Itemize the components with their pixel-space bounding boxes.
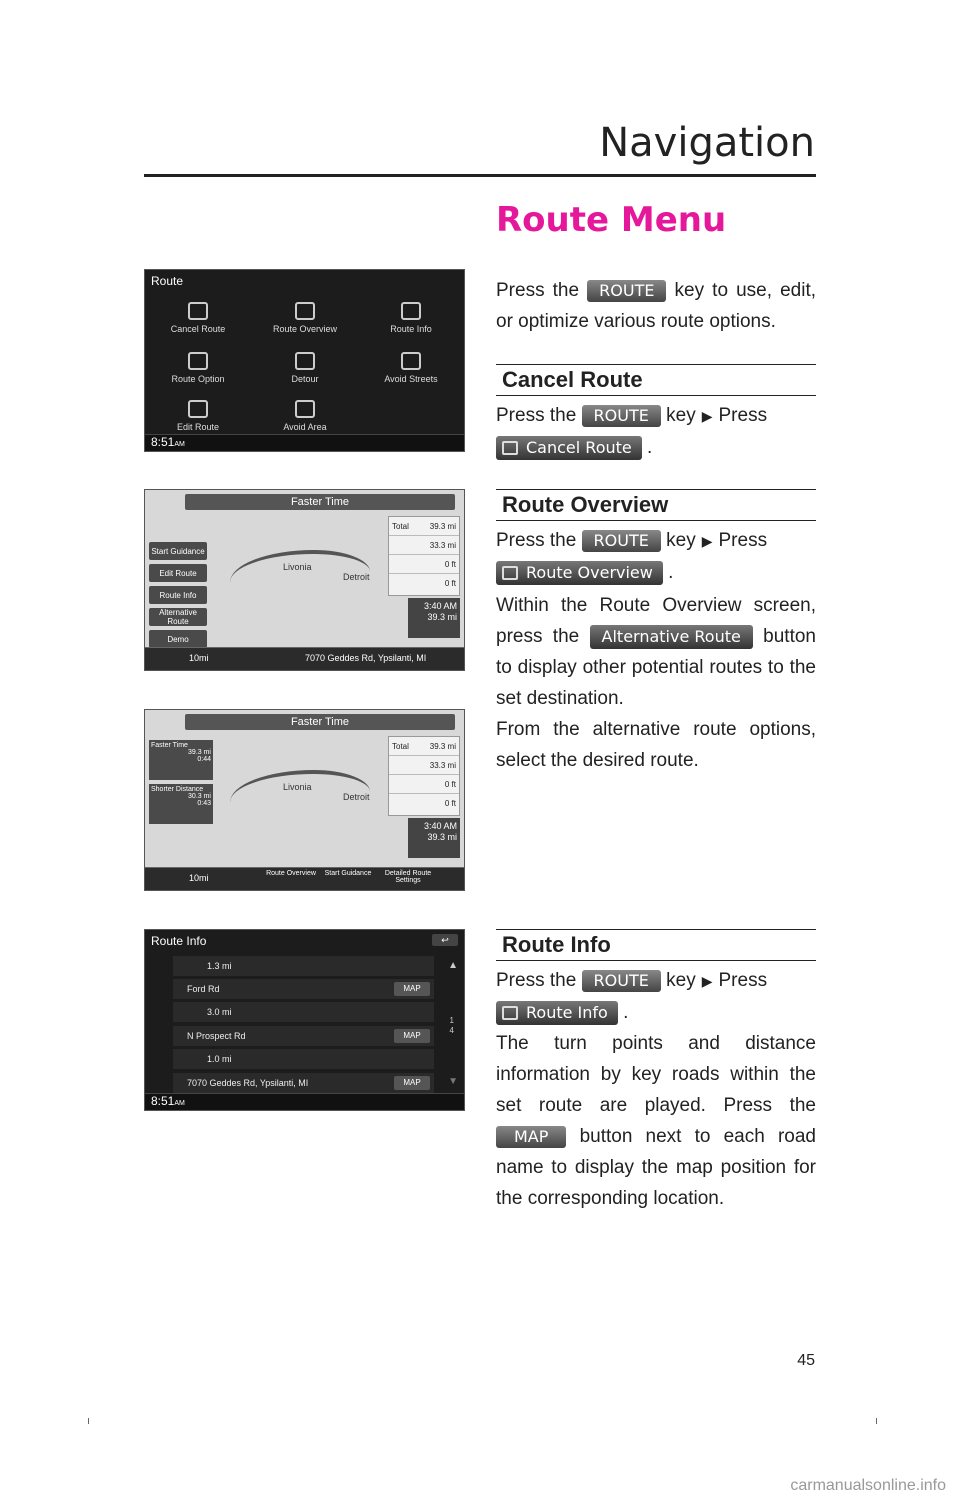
arrow-right-icon: ▶	[701, 973, 713, 989]
route-key: ROUTE	[582, 405, 661, 427]
start-guidance-button[interactable]: Start Guidance	[324, 870, 372, 877]
stat-row: 33.3 mi	[389, 536, 459, 555]
route-type-label: Faster Time	[185, 714, 455, 730]
map-bottom-bar	[145, 647, 464, 670]
edit-route-button[interactable]: Edit Route	[149, 564, 207, 582]
stat-row: Total 39.3 mi	[389, 737, 459, 756]
list-item: 1.0 mi	[173, 1049, 434, 1069]
list-item: N Prospect Rd MAP	[173, 1026, 434, 1046]
status-bar	[145, 1093, 464, 1110]
crop-mark	[88, 1418, 89, 1424]
detour-tile[interactable]: Detour	[255, 352, 355, 384]
route-key: ROUTE	[582, 530, 661, 552]
route-overview-icon	[295, 302, 315, 320]
arrow-right-icon: ▶	[701, 533, 713, 549]
avoid-streets-icon	[401, 352, 421, 370]
clock: 8:51AM	[151, 1094, 185, 1108]
watermark: carmanualsonline.info	[790, 1477, 946, 1494]
route-menu-screenshot	[144, 269, 465, 452]
back-icon[interactable]: ↩	[432, 934, 458, 946]
route-info-paragraph-2: The turn points and distance information by key roads within the set route are played. Press the MAP button next to each road name to display the map position for the corresponding location.	[496, 1033, 816, 1209]
detour-icon	[295, 352, 315, 370]
map-city-label: Livonia	[283, 562, 312, 572]
destination-address: 7070 Geddes Rd, Ypsilanti, MI	[305, 653, 427, 663]
alternative-route-button[interactable]: Alternative Route	[149, 608, 207, 626]
scroll-down-icon[interactable]: ▼	[448, 1076, 458, 1087]
intro-post: key to use, edit, or optimize various route options.	[496, 280, 816, 332]
header-rule	[144, 174, 816, 177]
stat-row: 33.3 mi	[389, 756, 459, 775]
stat-row: 0 ft	[389, 775, 459, 794]
route-info-tile[interactable]: Route Info	[361, 302, 461, 334]
cancel-route-heading: Cancel Route	[496, 364, 816, 396]
clock: 8:51AM	[151, 435, 185, 449]
status-bar	[145, 434, 464, 451]
page-number: 45	[797, 1352, 815, 1369]
route-stats-panel	[388, 516, 460, 596]
route-overview-tile[interactable]: Route Overview	[255, 302, 355, 334]
stat-row: 0 ft	[444, 799, 456, 808]
alternative-route-screenshot	[144, 709, 465, 891]
edit-route-tile[interactable]: Edit Route	[148, 400, 248, 432]
route-key: ROUTE	[587, 280, 666, 302]
stat-row: 0 ft	[444, 579, 456, 588]
detailed-route-settings-button[interactable]: Detailed Route Settings	[384, 870, 432, 884]
route-overview-paragraph-3: From the alternative route options, select the desired route.	[496, 719, 816, 771]
avoid-area-tile[interactable]: Avoid Area	[255, 400, 355, 432]
crop-mark	[876, 1418, 877, 1424]
map-button[interactable]: MAP	[394, 1076, 430, 1090]
cancel-route-tile[interactable]: Cancel Route	[148, 302, 248, 334]
map-button[interactable]: MAP	[394, 982, 430, 996]
start-guidance-button[interactable]: Start Guidance	[149, 542, 207, 560]
eta-panel: 3:40 AM 39.3 mi	[408, 598, 460, 638]
map-scale: 10mi	[189, 653, 209, 663]
eta-panel: 3:40 AM 39.3 mi	[408, 818, 460, 858]
route-info-icon	[401, 302, 421, 320]
route-overview-heading: Route Overview	[496, 489, 816, 521]
page-indicator: 1 4	[449, 1016, 454, 1035]
list-item: 7070 Geddes Rd, Ypsilanti, MI MAP	[173, 1073, 434, 1093]
intro-pre: Press the	[496, 280, 580, 301]
route-option-tile[interactable]: Route Option	[148, 352, 248, 384]
alternative-route-button: Alternative Route	[590, 625, 753, 649]
route-info-heading: Route Info	[496, 929, 816, 961]
screen-title: Route	[151, 274, 184, 288]
map-city-label: Detroit	[343, 572, 370, 582]
route-info-screenshot	[144, 929, 465, 1111]
list-item: 1.3 mi	[173, 956, 434, 976]
avoid-streets-tile[interactable]: Avoid Streets	[361, 352, 461, 384]
map-bottom-bar	[145, 867, 464, 890]
route-type-label: Faster Time	[185, 494, 455, 510]
arrow-right-icon: ▶	[701, 408, 713, 424]
list-item: Ford Rd MAP	[173, 979, 434, 999]
intro-paragraph	[496, 275, 816, 337]
map-city-label: Livonia	[283, 782, 312, 792]
stat-row: Total 39.3 mi	[389, 517, 459, 536]
route-info-icon	[502, 1006, 518, 1020]
screen-title: Route Info	[151, 934, 207, 948]
stat-row: 0 ft	[389, 555, 459, 574]
route-overview-button: Route Overview	[496, 561, 663, 585]
map-button[interactable]: MAP	[394, 1029, 430, 1043]
route-info-paragraph: Press the ROUTE key ▶ Press Route Info .	[496, 970, 768, 1023]
route-info-button[interactable]: Route Info	[149, 586, 207, 604]
scroll-up-icon[interactable]: ▲	[448, 960, 458, 971]
route-overview-screenshot	[144, 489, 465, 671]
header-title: Navigation	[599, 120, 815, 166]
route-stats-panel	[388, 736, 460, 816]
main-title: Route Menu	[496, 200, 727, 240]
list-item: 3.0 mi	[173, 1002, 434, 1022]
avoid-area-icon	[295, 400, 315, 418]
map-scale: 10mi	[189, 873, 209, 883]
route-option-icon	[188, 352, 208, 370]
cancel-route-icon	[502, 441, 518, 455]
route-key: ROUTE	[582, 970, 661, 992]
route-overview-paragraph: Press the ROUTE key ▶ Press Route Overview .	[496, 530, 768, 583]
route-overview-paragraph-2: Within the Route Overview screen, press the Alternative Route button to display other potential routes to the set destination.	[496, 595, 816, 709]
map-city-label: Detroit	[343, 792, 370, 802]
cancel-route-button: Cancel Route	[496, 436, 642, 460]
route-overview-button[interactable]: Route Overview	[266, 870, 316, 877]
route-overview-icon	[502, 566, 518, 580]
route-info-button: Route Info	[496, 1001, 618, 1025]
cancel-route-paragraph: Press the ROUTE key ▶ Press Cancel Route .	[496, 405, 768, 458]
map-key: MAP	[496, 1126, 566, 1148]
faster-time-option[interactable]: Faster Time 39.3 mi 0:44	[149, 740, 213, 780]
edit-route-icon	[188, 400, 208, 418]
cancel-route-icon	[188, 302, 208, 320]
shorter-distance-option[interactable]: Shorter Distance 30.3 mi 0:43	[149, 784, 213, 824]
demo-button[interactable]: Demo	[149, 630, 207, 648]
